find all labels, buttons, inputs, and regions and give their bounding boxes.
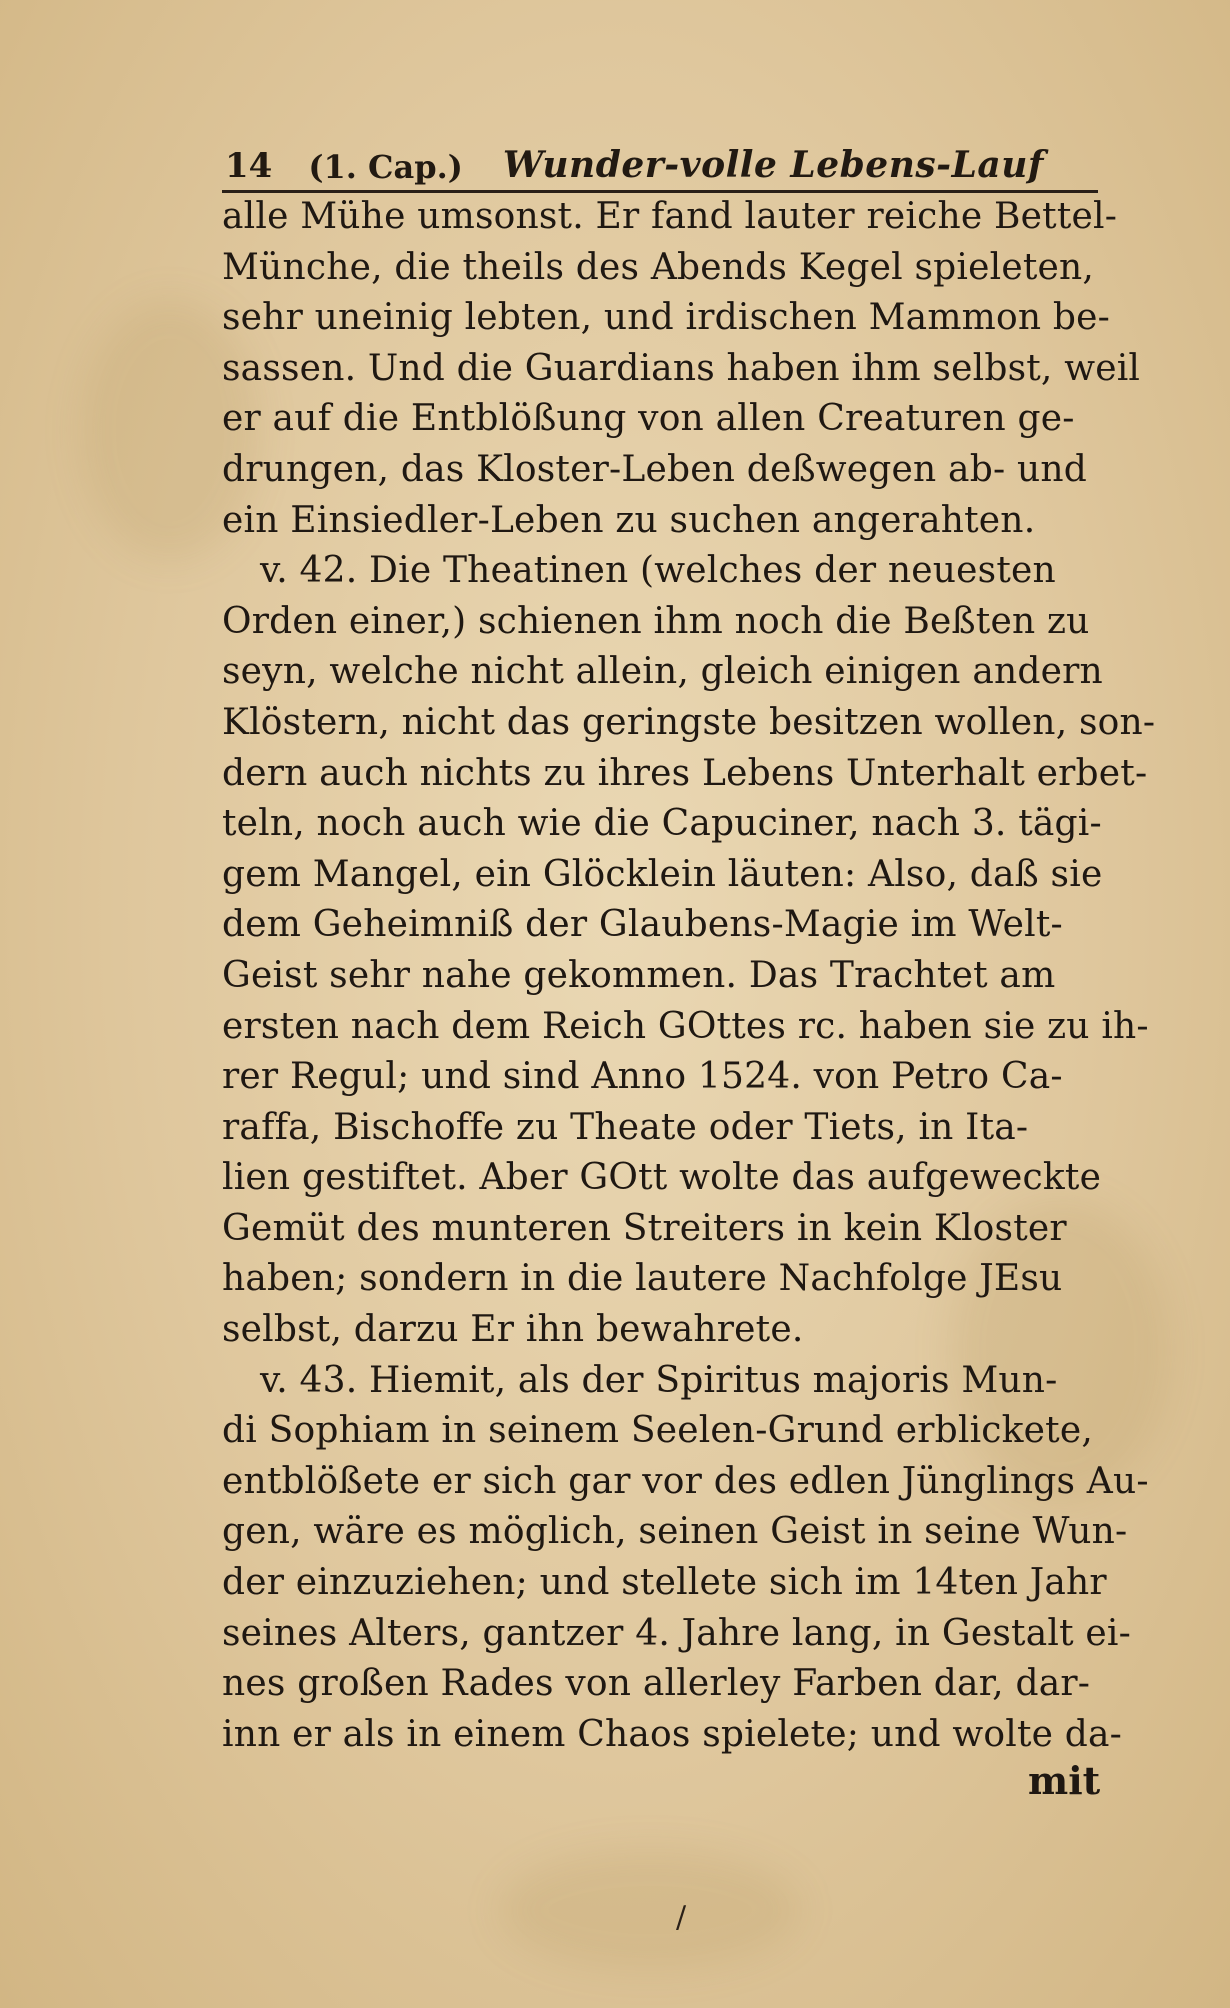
- text-line: seines Alters, gantzer 4. Jahre lang, in Gestalt ei-: [222, 1612, 1131, 1654]
- bottom-mark: /: [676, 1900, 687, 1935]
- text-line: di Sophiam in seinem Seelen-Grund erblickete,: [222, 1410, 1093, 1452]
- chapter-label: (1. Cap.): [308, 148, 463, 186]
- text-line: nes großen Rades von allerley Farben dar, dar-: [222, 1663, 1091, 1705]
- text-line: drungen, das Kloster-Leben deßwegen ab- und: [222, 448, 1087, 490]
- text-line: ein Einsiedler-Leben zu suchen angerahten.: [222, 499, 1036, 541]
- text-line: Gemüt des munteren Streiters in kein Kloster: [222, 1207, 1067, 1249]
- text-line: rer Regul; und sind Anno 1524. von Petro Ca-: [222, 1056, 1063, 1098]
- text-line: selbst, darzu Er ihn bewahrete.: [222, 1309, 804, 1351]
- text-line: dem Geheimniß der Glaubens-Magie im Welt-: [222, 904, 1063, 946]
- text-line: entblößete er sich gar vor des edlen Jünglings Au-: [222, 1460, 1149, 1502]
- paper-stain: [500, 1850, 800, 1970]
- verse-43-start: v. 43. Hiemit, als der Spiritus majoris Mun-: [260, 1359, 1058, 1401]
- text-line: lien gestiftet. Aber GOtt wolte das aufgeweckte: [222, 1157, 1102, 1199]
- text-line: Geist sehr nahe gekommen. Das Trachtet am: [222, 954, 1056, 996]
- text-line: inn er als in einem Chaos spielete; und wolte da-: [222, 1713, 1123, 1755]
- text-line: der einzuziehen; und stellete sich im 14ten Jahr: [222, 1562, 1107, 1604]
- text-line: raffa, Bischoffe zu Theate oder Tiets, in Ita-: [222, 1106, 1029, 1148]
- text-line: ersten nach dem Reich GOttes rc. haben sie zu ih-: [222, 1005, 1149, 1047]
- text-line: Orden einer,) schienen ihm noch die Beßten zu: [222, 600, 1090, 642]
- text-line: dern auch nichts zu ihres Lebens Unterhalt erbet-: [222, 752, 1148, 794]
- text-line: Klöstern, nicht das geringste besitzen wollen, son-: [222, 701, 1156, 743]
- text-line: seyn, welche nicht allein, gleich einigen andern: [222, 651, 1103, 693]
- text-line: teln, noch auch wie die Capuciner, nach 3. tägi-: [222, 803, 1102, 845]
- text-line: gen, wäre es möglich, seinen Geist in seine Wun-: [222, 1511, 1128, 1553]
- text-line: gem Mangel, ein Glöcklein läuten: Also, daß sie: [222, 853, 1103, 895]
- page-number: 14: [225, 146, 273, 186]
- text-line: Münche, die theils des Abends Kegel spieleten,: [222, 246, 1095, 288]
- text-line: sassen. Und die Guardians haben ihm selbst, weil: [222, 347, 1141, 389]
- text-line: alle Mühe umsonst. Er fand lauter reiche Bettel-: [222, 196, 1118, 237]
- text-line: sehr uneinig lebten, und irdischen Mammon be-: [222, 297, 1111, 339]
- catchword: mit: [1028, 1758, 1101, 1803]
- text-line: er auf die Entblößung von allen Creaturen ge-: [222, 398, 1075, 440]
- body-text: [222, 192, 1156, 1760]
- verse-42-start: v. 42. Die Theatinen (welches der neuesten: [260, 550, 1056, 592]
- running-title: Wunder-volle Lebens-Lauf: [502, 144, 1044, 186]
- page-header: [225, 128, 1095, 186]
- text-line: haben; sondern in die lautere Nachfolge JEsu: [222, 1258, 1063, 1300]
